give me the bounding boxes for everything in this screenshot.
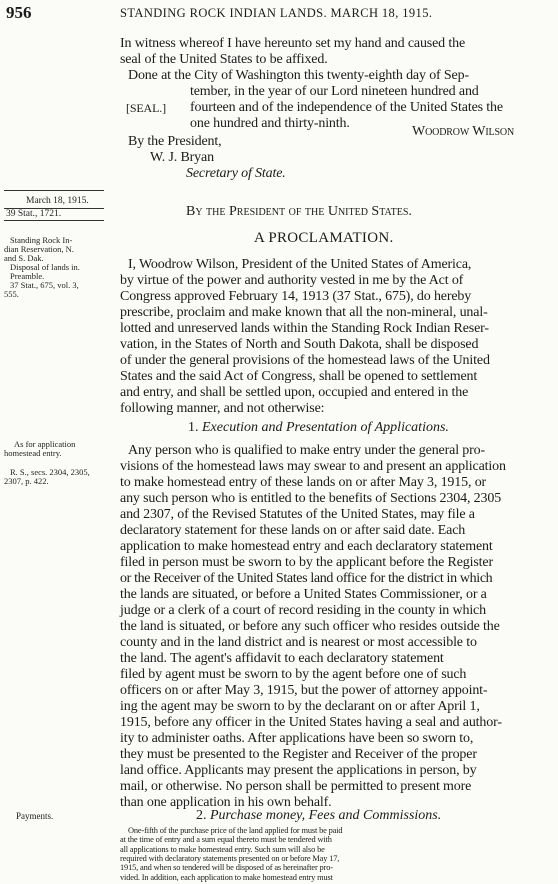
secretary-name: W. J. Bryan bbox=[150, 150, 214, 165]
margin-rule-bottom bbox=[4, 220, 104, 221]
section-1-line: application to make homestead entry and each declaratory statement bbox=[120, 539, 493, 554]
section-2-line: 1915, and when so tendered will be disposed of as hereinafter pro- bbox=[120, 863, 333, 873]
seal-label: [SEAL.] bbox=[126, 101, 166, 115]
preamble-line: prescribe, proclaim and make known that all the non-mineral, unal- bbox=[120, 305, 488, 320]
section-2-number: 2. bbox=[196, 808, 207, 823]
testimonium-line: fourteen and of the independence of the United States the bbox=[190, 100, 503, 115]
section-1-line: any such person who is entitled to the benefits of Sections 2304, 2305 bbox=[120, 491, 502, 506]
section-1-line: Any person who is qualified to make entry under the general pro- bbox=[128, 443, 486, 458]
section-1-line: county and in the land district and is nearest or most accessible to bbox=[120, 635, 477, 650]
by-president-line: By the President, bbox=[128, 134, 222, 149]
proclamation-title: A PROCLAMATION. bbox=[254, 230, 394, 246]
section-1-line: and 2307, of the Revised Statutes of the United States, may file a bbox=[120, 507, 475, 522]
margin-revised-statutes: 2307, p. 422. bbox=[4, 476, 49, 486]
secretary-title: Secretary of State. bbox=[186, 166, 286, 181]
section-2-line: One-fifth of the purchase price of the land applied for must be paid bbox=[128, 826, 343, 835]
section-1-heading bbox=[188, 420, 449, 436]
section-2-line: vided. In addition, each application to make homestead entry must bbox=[120, 872, 333, 882]
section-1-line: mail, or otherwise. No person shall be permitted to present more bbox=[120, 779, 472, 794]
section-1-line: ity to administer oaths. After applications have been so sworn to, bbox=[120, 731, 474, 746]
section-1-line: they must be presented to the Register and Receiver of the proper bbox=[120, 747, 477, 762]
section-2-line: all applications to make homestead entry. Such sum will also be bbox=[120, 844, 325, 854]
preamble-line: vation, in the States of North and South Dakota, shall be disposed bbox=[120, 337, 479, 352]
testimonium-line: one hundred and thirty-ninth. bbox=[190, 116, 350, 131]
section-1-line: the land is situated, or before any such officer who resides outside the bbox=[120, 619, 500, 634]
section-1-line: filed by agent must be sworn to by the agent before one of such bbox=[120, 667, 467, 682]
margin-reservation: dian Reservation, N. bbox=[4, 244, 74, 254]
testimonium-line: Done at the City of Washington this twenty-eighth day of Sep- bbox=[128, 68, 469, 83]
testimonium-line: seal of the United States to be affixed. bbox=[120, 52, 328, 67]
margin-payments: Payments. bbox=[16, 811, 54, 821]
margin-revised-statutes: R. S., secs. 2304, 2305, bbox=[10, 467, 90, 477]
section-1-line: the lands are situated, or before a United States Commissioner, or a bbox=[120, 587, 487, 602]
section-1-line: declaratory statement for these lands on or after said date. Each bbox=[120, 523, 466, 538]
testimonium-line: In witness whereof I have hereunto set my hand and caused the bbox=[120, 36, 466, 51]
section-2-heading bbox=[196, 808, 441, 824]
section-2-title: Purchase money, Fees and Commissions. bbox=[210, 808, 442, 823]
preamble-line: lotted and unreserved lands within the Standing Rock Indian Reser- bbox=[120, 321, 489, 336]
section-1-line: or the Receiver of the United States land office for the district in which bbox=[120, 571, 493, 586]
preamble-line: States and the said Act of Congress, shall be opened to settlement bbox=[120, 369, 478, 384]
section-1-line: land office. Applicants may present the applications in person, by bbox=[120, 763, 477, 778]
signer-name: Woodrow Wilson bbox=[412, 124, 515, 139]
section-1-line: to make homestead entry of these lands on or after May 3, 1915, or bbox=[120, 475, 487, 490]
margin-application: As for application bbox=[14, 439, 76, 449]
margin-reservation: Standing Rock In- bbox=[10, 235, 73, 245]
section-1-line: the land. The agent's affidavit to each declaratory statement bbox=[120, 651, 444, 666]
margin-date: March 18, 1915. bbox=[26, 196, 89, 206]
margin-rule-top bbox=[4, 190, 104, 191]
testimonium-line: tember, in the year of our Lord nineteen hundred and bbox=[190, 84, 479, 99]
preamble-line: of under the general provisions of the homestead laws of the United bbox=[120, 353, 490, 368]
margin-preamble: Preamble. bbox=[10, 271, 45, 281]
preamble-line: by virtue of the power and authority vested in me by the Act of bbox=[120, 273, 464, 288]
section-1-line: filed in person must be sworn to by the applicant before the Register bbox=[120, 555, 493, 570]
section-1-line: ing the agent may be sworn to by the declarant on or after April 1, bbox=[120, 699, 480, 714]
preamble-line: Congress approved February 14, 1913 (37 Stat., 675), do hereby bbox=[120, 289, 472, 304]
margin-citation: 37 Stat., 675, vol. 3, bbox=[10, 280, 79, 290]
by-the-president-heading: By the President of the United States. bbox=[186, 204, 412, 219]
page-number: 956 bbox=[6, 3, 32, 22]
margin-application: homestead entry. bbox=[4, 448, 62, 458]
margin-citation: 555. bbox=[4, 289, 19, 299]
margin-disposal: Disposal of lands in. bbox=[10, 262, 80, 272]
margin-reservation: and S. Dak. bbox=[4, 253, 44, 263]
preamble-line: I, Woodrow Wilson, President of the United States of America, bbox=[128, 257, 472, 272]
section-2-line: at the time of entry and a sum equal thereto must be tendered with bbox=[120, 835, 332, 845]
section-1-line: 1915, before any officer in the United States having a seal and author- bbox=[120, 715, 502, 730]
preamble-line: and entry, and shall be settled upon, occupied and entered in the bbox=[120, 385, 469, 400]
section-1-line: officers on or after May 3, 1915, but the power of attorney appoint- bbox=[120, 683, 488, 698]
margin-statute: 39 Stat., 1721. bbox=[6, 209, 62, 219]
section-1-line: than one application in his own behalf. bbox=[120, 795, 332, 810]
section-1-title: Execution and Presentation of Applications. bbox=[202, 420, 449, 435]
section-1-number: 1. bbox=[188, 420, 199, 435]
preamble-line: following manner, and not otherwise: bbox=[120, 401, 325, 416]
section-2-line: required with declaratory statements presented on or before May 17, bbox=[120, 854, 340, 863]
section-1-line: visions of the homestead laws may swear to and present an application bbox=[120, 459, 506, 474]
section-1-line: judge or a clerk of a court of record residing in the county in which bbox=[120, 603, 486, 618]
running-head: STANDING ROCK INDIAN LANDS. MARCH 18, 1915. bbox=[120, 6, 433, 20]
